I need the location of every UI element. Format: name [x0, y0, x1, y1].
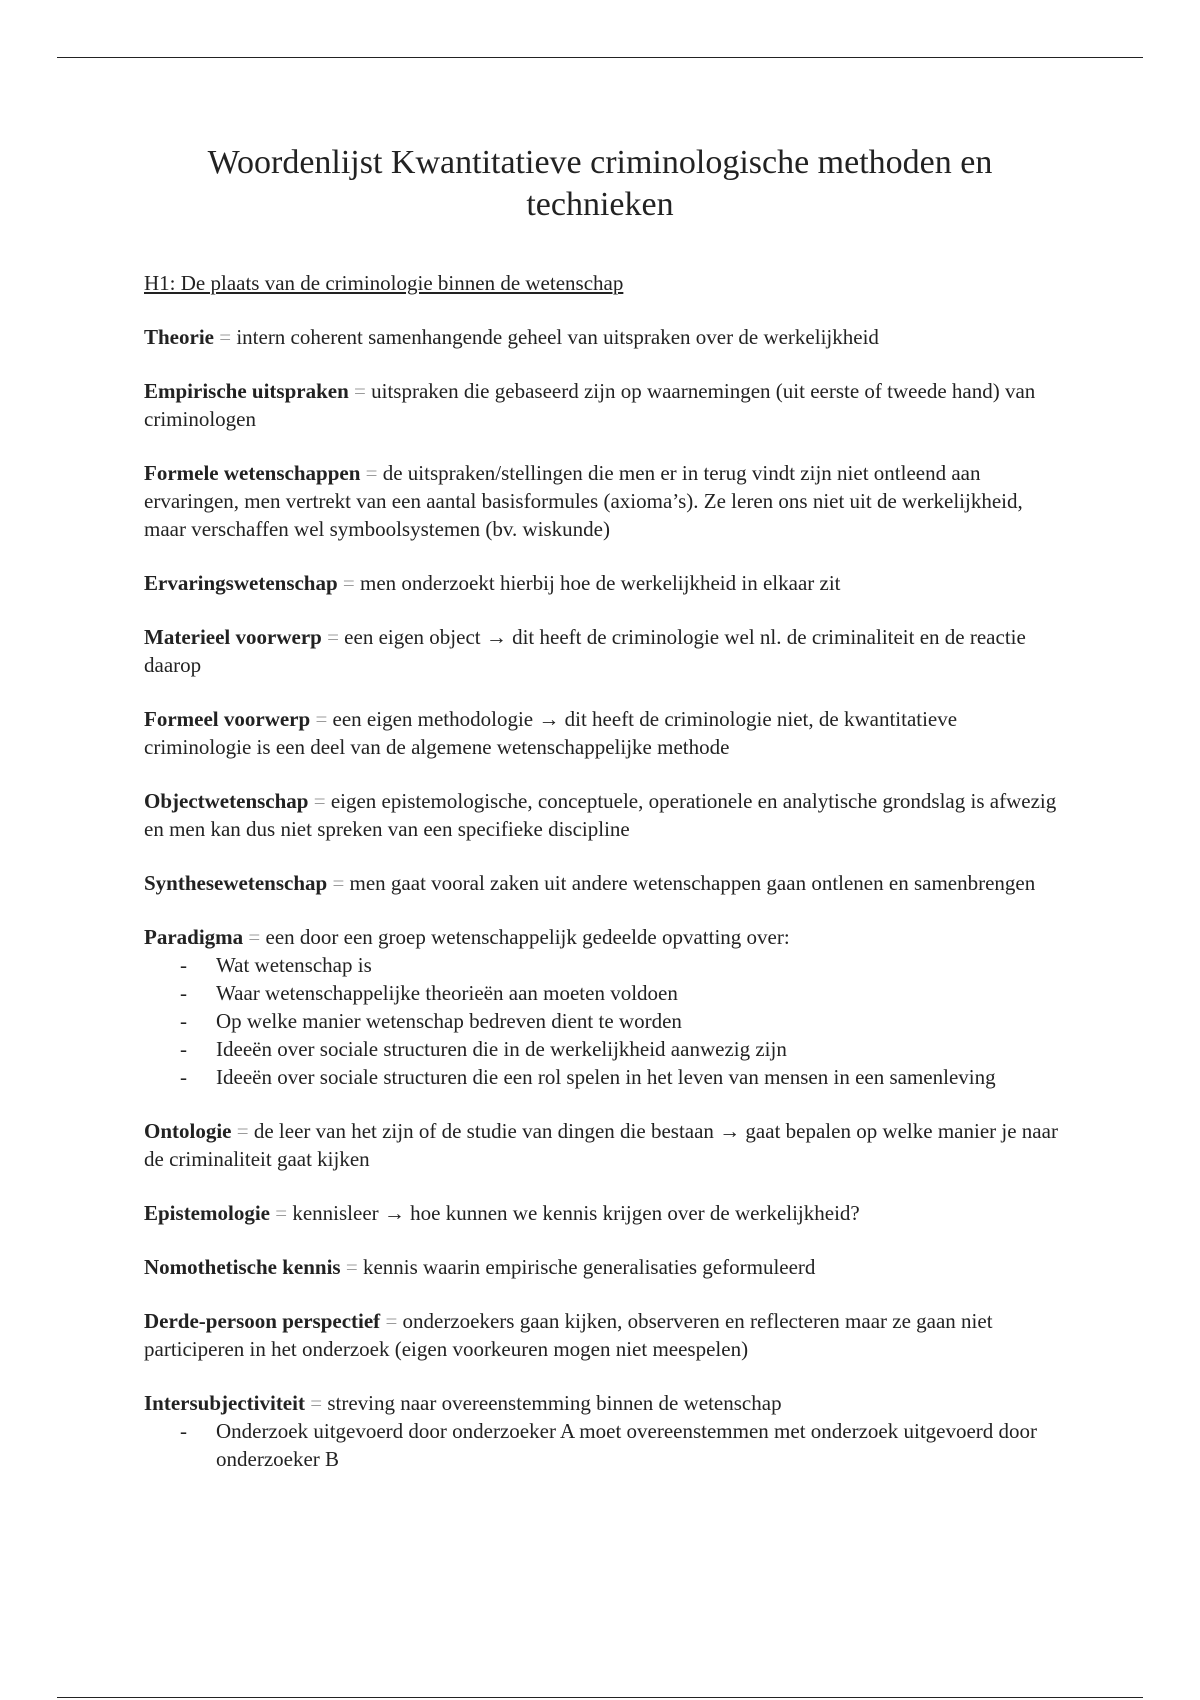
glossary-entry-text	[144, 787, 1064, 843]
glossary-term: Paradigma	[144, 925, 244, 949]
glossary-entry-text	[144, 1199, 1064, 1227]
bullet-dash: -	[180, 1009, 187, 1033]
glossary-definition: een door een groep wetenschappelijk gedeelde opvatting over:	[265, 925, 790, 949]
glossary-entry-text	[144, 323, 1064, 351]
glossary-definition: men onderzoekt hierbij hoe de werkelijkheid in elkaar zit	[360, 571, 841, 595]
glossary-entry-text	[144, 377, 1064, 433]
bullet-dash: -	[180, 981, 187, 1005]
glossary-term: Ontologie	[144, 1119, 232, 1143]
glossary-term: Empirische uitspraken	[144, 379, 349, 403]
glossary-entry-text	[144, 1389, 1064, 1417]
document-title: Woordenlijst Kwantitatieve criminologische methoden en technieken	[207, 144, 993, 223]
glossary-entry	[144, 869, 1064, 897]
glossary-entry-text	[144, 623, 1064, 679]
equals-sign: =	[313, 789, 326, 813]
glossary-entry-text	[144, 1253, 1064, 1281]
equals-sign: =	[236, 1119, 249, 1143]
glossary-entry	[144, 1117, 1064, 1173]
glossary-entry	[144, 569, 1064, 597]
bullet-item	[144, 1063, 1064, 1091]
equals-sign: =	[365, 461, 378, 485]
bullet-item	[144, 1417, 1064, 1473]
equals-sign: =	[248, 925, 261, 949]
glossary-definition: een eigen object → dit heeft de criminologie wel nl. de criminaliteit en de reactie daarop	[144, 625, 1026, 677]
bullet-dash: -	[180, 953, 187, 977]
glossary-term: Intersubjectiviteit	[144, 1391, 305, 1415]
bullet-text: Ideeën over sociale structuren die een rol spelen in het leven van mensen in een samenleving	[216, 1065, 996, 1089]
top-rule	[57, 57, 1143, 58]
glossary-entry-text	[144, 869, 1064, 897]
glossary-entry	[144, 787, 1064, 843]
equals-sign: =	[345, 1255, 358, 1279]
glossary-entry	[144, 1253, 1064, 1281]
bullet-dash: -	[180, 1065, 187, 1089]
glossary-entry	[144, 1307, 1064, 1363]
glossary-entry	[144, 923, 1064, 1091]
equals-sign: =	[327, 625, 339, 649]
glossary-definition: de uitspraken/stellingen die men er in terug vindt zijn niet ontleend aan ervaringen, men vertrekt van een aantal basisformules (axioma’s). Ze leren ons niet uit de werkelijkheid, maar verschaffen wel symboolsystemen (bv. wiskunde)	[144, 461, 1023, 541]
glossary-definition: eigen epistemologische, conceptuele, operationele en analytische grondslag is afwezig en men kan dus niet spreken van een specifieke discipline	[144, 789, 1057, 841]
bullet-dash: -	[180, 1419, 187, 1443]
bullet-item	[144, 979, 1064, 1007]
document-body	[144, 269, 1064, 1499]
glossary-term: Derde-persoon perspectief	[144, 1309, 381, 1333]
glossary-entry	[144, 377, 1064, 433]
glossary-term: Epistemologie	[144, 1201, 270, 1225]
bullet-item	[144, 1035, 1064, 1063]
glossary-definition: streving naar overeenstemming binnen de wetenschap	[327, 1391, 782, 1415]
glossary-definition: onderzoekers gaan kijken, observeren en reflecteren maar ze gaan niet participeren in het onderzoek (eigen voorkeuren mogen niet meespelen)	[144, 1309, 993, 1361]
glossary-entry-text	[144, 459, 1064, 543]
glossary-entry-text	[144, 1307, 1064, 1363]
glossary-term: Theorie	[144, 325, 214, 349]
equals-sign: =	[332, 871, 345, 895]
bullet-text: Wat wetenschap is	[216, 953, 372, 977]
glossary-entry	[144, 1199, 1064, 1227]
glossary-entry	[144, 459, 1064, 543]
equals-sign: =	[354, 379, 366, 403]
glossary-entry-text	[144, 569, 1064, 597]
bullet-text: Waar wetenschappelijke theorieën aan moeten voldoen	[216, 981, 678, 1005]
glossary-definition: kennisleer → hoe kunnen we kennis krijgen over de werkelijkheid?	[292, 1201, 860, 1225]
glossary-list	[144, 323, 1064, 1473]
equals-sign: =	[275, 1201, 288, 1225]
equals-sign: =	[310, 1391, 323, 1415]
glossary-entry-text	[144, 705, 1064, 761]
glossary-term: Formele wetenschappen	[144, 461, 361, 485]
bullet-item	[144, 1007, 1064, 1035]
glossary-entry-text	[144, 1117, 1064, 1173]
glossary-definition: intern coherent samenhangende geheel van uitspraken over de werkelijkheid	[236, 325, 879, 349]
glossary-definition: de leer van het zijn of de studie van dingen die bestaan → gaat bepalen op welke manier je naar de criminaliteit gaat kijken	[144, 1119, 1058, 1171]
section-heading: H1: De plaats van de criminologie binnen de wetenschap	[144, 271, 624, 295]
glossary-definition: men gaat vooral zaken uit andere wetenschappen gaan ontlenen en samenbrengen	[349, 871, 1036, 895]
glossary-definition: een eigen methodologie → dit heeft de criminologie niet, de kwantitatieve criminologie is een deel van de algemene wetenschappelijke methode	[144, 707, 958, 759]
bullet-dash: -	[180, 1037, 187, 1061]
glossary-term: Nomothetische kennis	[144, 1255, 341, 1279]
equals-sign: =	[315, 707, 328, 731]
glossary-term: Objectwetenschap	[144, 789, 309, 813]
glossary-term: Materieel voorwerp	[144, 625, 322, 649]
bullet-text: Onderzoek uitgevoerd door onderzoeker A moet overeenstemmen met onderzoek uitgevoerd door onderzoeker B	[216, 1419, 1038, 1471]
bullet-text: Op welke manier wetenschap bedreven dient te worden	[216, 1009, 682, 1033]
bullet-text: Ideeën over sociale structuren die in de werkelijkheid aanwezig zijn	[216, 1037, 787, 1061]
glossary-definition: uitspraken die gebaseerd zijn op waarnemingen (uit eerste of tweede hand) van criminologen	[144, 379, 1036, 431]
glossary-entry	[144, 323, 1064, 351]
bullet-list	[144, 1417, 1064, 1473]
glossary-entry	[144, 1389, 1064, 1473]
equals-sign: =	[385, 1309, 398, 1333]
bullet-list	[144, 951, 1064, 1091]
equals-sign: =	[342, 571, 355, 595]
glossary-entry	[144, 623, 1064, 679]
bottom-rule	[57, 1697, 1143, 1698]
glossary-definition: kennis waarin empirische generalisaties geformuleerd	[362, 1255, 816, 1279]
glossary-entry-text	[144, 923, 1064, 951]
glossary-term: Formeel voorwerp	[144, 707, 311, 731]
bullet-item	[144, 951, 1064, 979]
equals-sign: =	[219, 325, 232, 349]
glossary-term: Ervaringswetenschap	[144, 571, 338, 595]
glossary-entry	[144, 705, 1064, 761]
glossary-term: Synthesewetenschap	[144, 871, 328, 895]
